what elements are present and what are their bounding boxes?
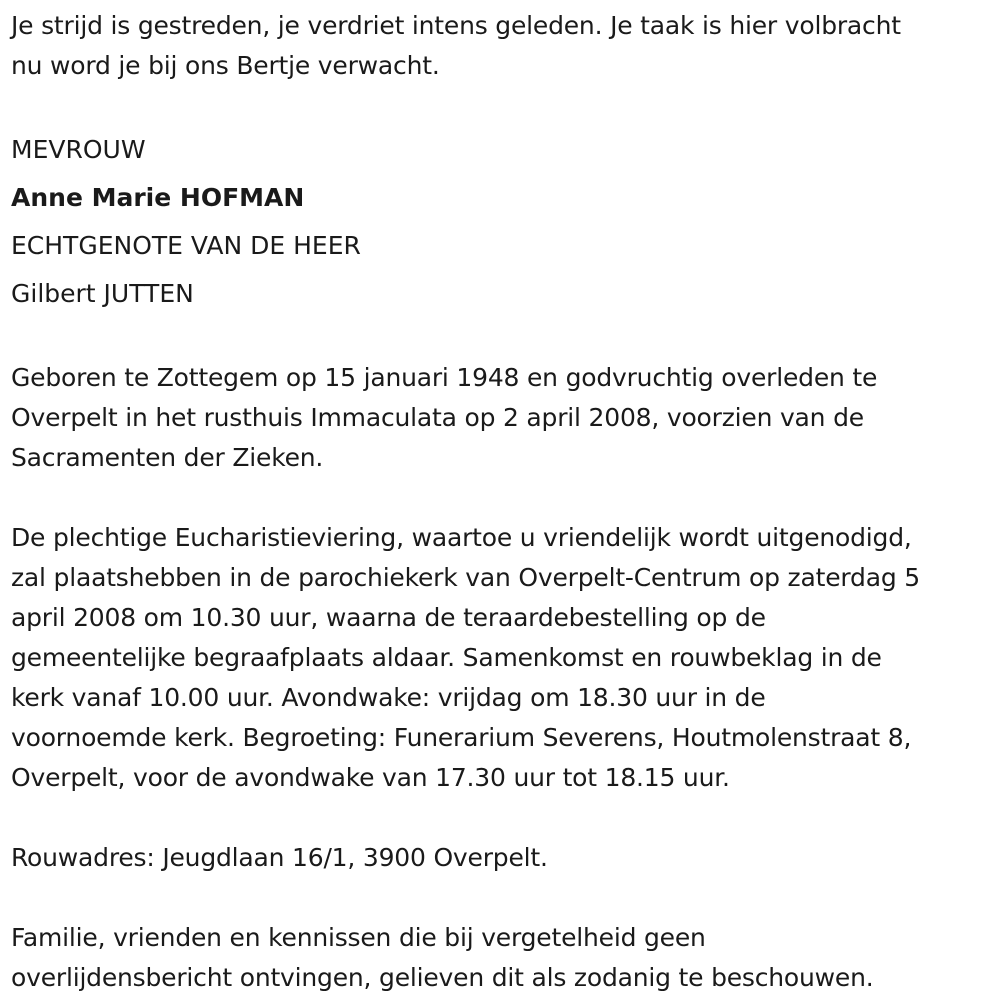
birth-death-line: Overpelt in het rusthuis Immaculata op 2 april 2008, voorzien van de xyxy=(11,403,864,432)
address-paragraph xyxy=(11,838,990,878)
closing-line: overlijdensbericht ontvingen, gelieven dit als zodanig te beschouwen. xyxy=(11,963,874,992)
ceremony-paragraph xyxy=(11,518,990,798)
deceased-block xyxy=(11,126,990,318)
ceremony-line: gemeentelijke begraafplaats aldaar. Samenkomst en rouwbeklag in de xyxy=(11,643,882,672)
deceased-relation: ECHTGENOTE VAN DE HEER xyxy=(11,231,361,260)
spouse-name: Gilbert JUTTEN xyxy=(11,279,194,308)
closing-line: Familie, vrienden en kennissen die bij vergetelheid geen xyxy=(11,923,706,952)
ceremony-line: voornoemde kerk. Begroeting: Funerarium Severens, Houtmolenstraat 8, xyxy=(11,723,912,752)
ceremony-line: zal plaatshebben in de parochiekerk van Overpelt-Centrum op zaterdag 5 xyxy=(11,563,920,592)
poem-line: nu word je bij ons Bertje verwacht. xyxy=(11,51,440,80)
birth-death-paragraph xyxy=(11,358,990,478)
deceased-name: Anne Marie HOFMAN xyxy=(11,183,305,212)
poem-paragraph xyxy=(11,6,990,86)
deceased-title: MEVROUW xyxy=(11,135,146,164)
poem-line: Je strijd is gestreden, je verdriet intens geleden. Je taak is hier volbracht xyxy=(11,11,901,40)
closing-paragraph xyxy=(11,918,990,998)
ceremony-line: april 2008 om 10.30 uur, waarna de teraardebestelling op de xyxy=(11,603,766,632)
ceremony-line: Overpelt, voor de avondwake van 17.30 uur tot 18.15 uur. xyxy=(11,763,730,792)
birth-death-line: Geboren te Zottegem op 15 januari 1948 en godvruchtig overleden te xyxy=(11,363,878,392)
birth-death-line: Sacramenten der Zieken. xyxy=(11,443,324,472)
mourning-address: Rouwadres: Jeugdlaan 16/1, 3900 Overpelt. xyxy=(11,843,548,872)
ceremony-line: De plechtige Eucharistieviering, waartoe u vriendelijk wordt uitgenodigd, xyxy=(11,523,912,552)
ceremony-line: kerk vanaf 10.00 uur. Avondwake: vrijdag om 18.30 uur in de xyxy=(11,683,766,712)
